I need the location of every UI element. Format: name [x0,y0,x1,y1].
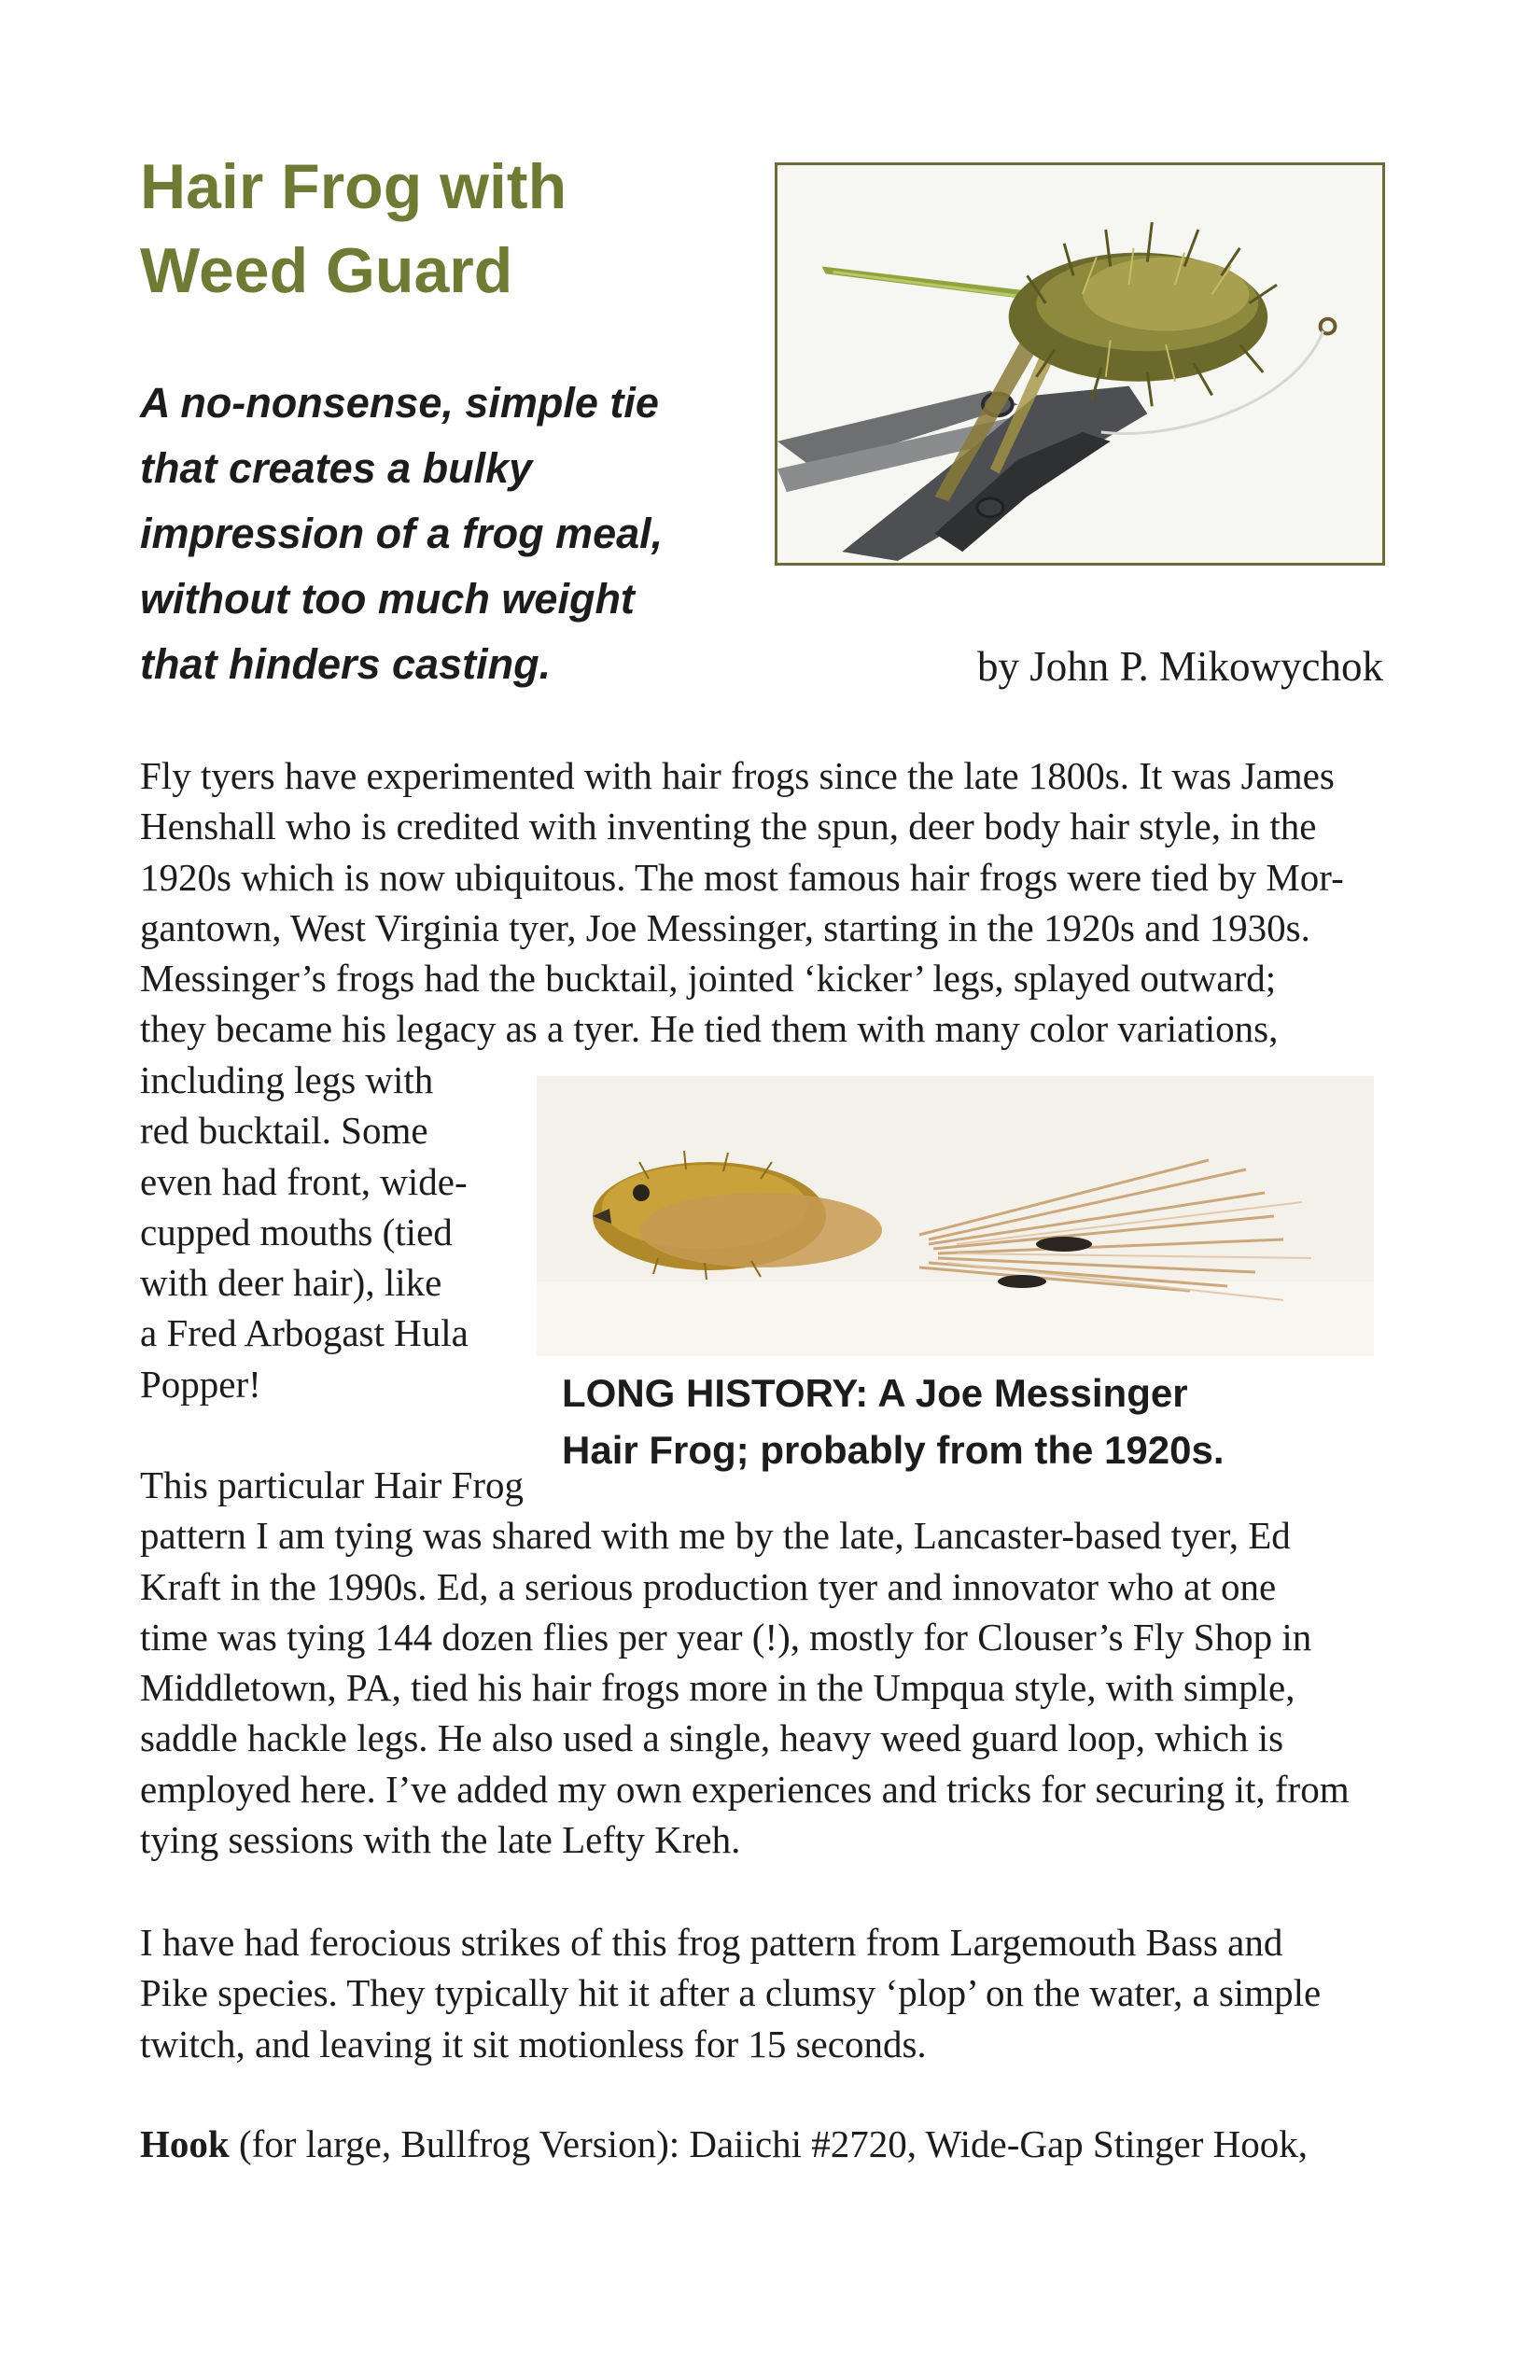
text-line: Messinger’s frogs had the bucktail, jointed ‘kicker’ legs, splayed outward; [140,957,1277,1001]
text-line: This particular Hair Frog [140,1463,525,1506]
text-line: Pike species. They typically hit it after a clumsy ‘plop’ on the water, a simple [140,1971,1322,2015]
paragraph-3 [140,1917,1321,2069]
text-line [140,2119,1308,2169]
text-line: Henshall who is credited with inventing the spun, deer body hair style, in the [140,805,1317,848]
article-subtitle [140,371,737,697]
subtitle-line: impression of a frog meal, [140,510,664,557]
text-line: even had front, wide- [140,1159,468,1203]
author-byline: by John P. Mikowychok [976,643,1383,690]
paragraph-4 [140,2119,1308,2169]
text-line: red bucktail. Some [140,1109,428,1153]
text-line: gantown, West Virginia tyer, Joe Messinger, starting in the 1920s and 1930s. [140,905,1310,949]
text-line: Fly tyers have experimented with hair frogs since the late 1800s. It was James [140,754,1335,797]
title-line-1: Hair Frog with [140,151,567,222]
hook-label: Hook [140,2122,230,2165]
subtitle-line: that creates a bulky [140,444,533,492]
text-line: including legs with [140,1058,434,1101]
text-line: employed here. I’ve added my own experiences and tricks for securing it, from [140,1767,1350,1811]
hook-text: (for large, Bullfrog Version): Daiichi #2720, Wide-Gap Stinger Hook, [229,2122,1308,2165]
text-line: a Fred Arbogast Hula [140,1311,469,1355]
text-line: Popper! [140,1362,261,1406]
text-line: Kraft in the 1990s. Ed, a serious production tyer and innovator who at one [140,1564,1277,1608]
text-line: saddle hackle legs. He also used a single, heavy weed guard loop, which is [140,1716,1284,1760]
text-line: tying sessions with the late Lefty Kreh. [140,1818,741,1862]
text-line: 1920s which is now ubiquitous. The most famous hair frogs were tied by Mor- [140,855,1344,899]
subtitle-line: that hinders casting. [140,640,552,688]
caption-line-1: LONG HISTORY: A Joe Messinger [562,1371,1188,1415]
text-line: time was tying 144 dozen flies per year (!), mostly for Clouser’s Fly Shop in [140,1615,1312,1659]
paragraph-1-wrap [140,1055,469,1409]
fly-in-vise-illustration [777,165,1382,563]
text-line: pattern I am tying was shared with me by the late, Lancaster-based tyer, Ed [140,1514,1291,1558]
paragraph-1 [140,750,1344,1055]
article-title [140,145,719,313]
text-line: Middletown, PA, tied his hair frogs more in the Umpqua style, with simple, [140,1666,1295,1710]
text-line: they became his legacy as a tyer. He tied them with many color variations, [140,1007,1279,1051]
paragraph-2 [140,1460,1350,1865]
caption-line-2: Hair Frog; probably from the 1920s. [562,1428,1225,1472]
subtitle-line: without too much weight [140,575,635,623]
subtitle-line: A no-nonsense, simple tie [140,379,659,427]
title-line-2: Weed Guard [140,235,513,306]
messinger-frog-illustration [537,1076,1374,1356]
hair-frog-fly-photo [775,162,1385,566]
text-line: I have had ferocious strikes of this frog pattern from Largemouth Bass and [140,1921,1283,1964]
messinger-hair-frog-photo [537,1076,1374,1356]
text-line: with deer hair), like [140,1261,442,1305]
text-line: cupped mouths (tied [140,1210,453,1253]
text-line: twitch, and leaving it sit motionless for 15 seconds. [140,2022,927,2065]
